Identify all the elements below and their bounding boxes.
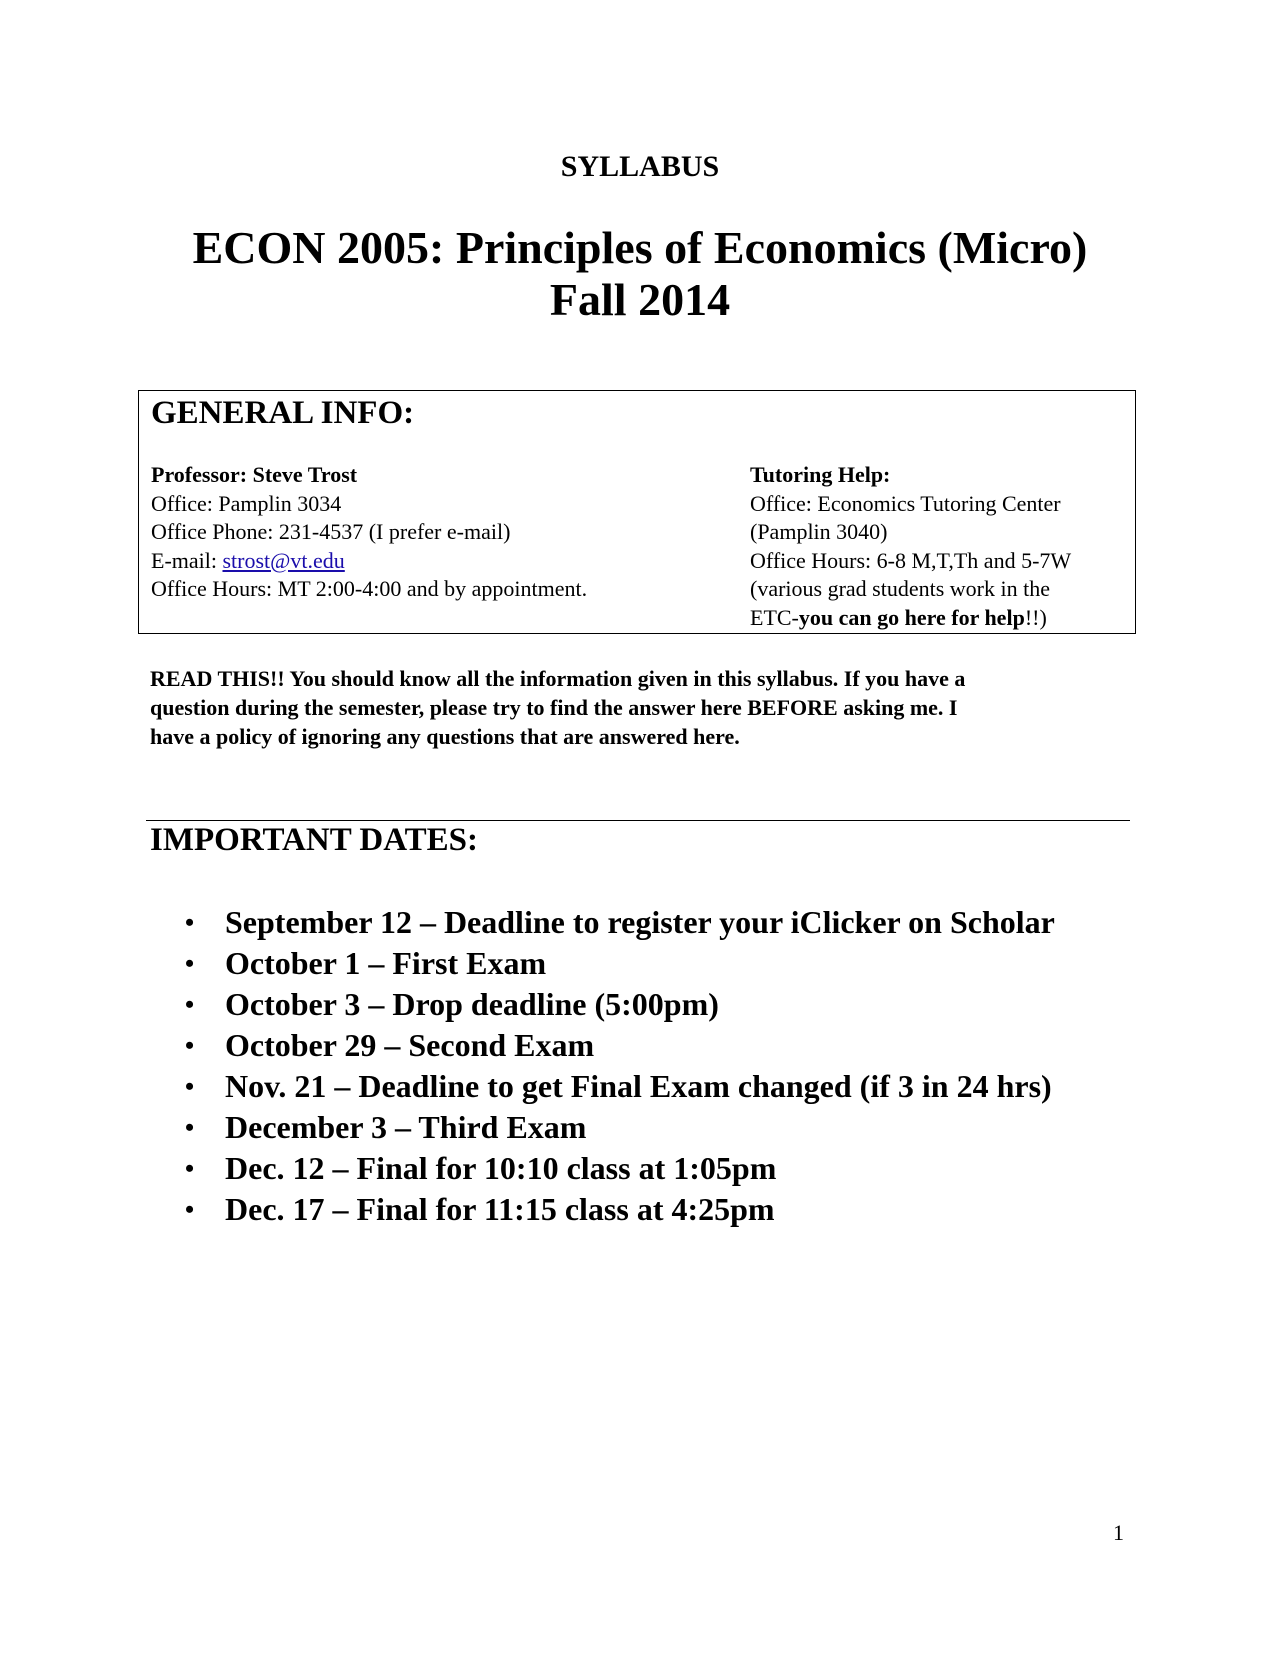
important-dates-list — [185, 902, 1055, 1230]
course-title: ECON 2005: Principles of Economics (Micro) — [192, 222, 1088, 273]
tutoring-note-line2 — [750, 604, 1071, 633]
tutoring-note-prefix: ETC- — [750, 604, 799, 630]
bullet-icon: • — [185, 1195, 195, 1224]
professor-name: Professor: Steve Trost — [151, 462, 358, 487]
list-item — [185, 1025, 1055, 1066]
tutoring-note-bold: you can go here for help — [798, 604, 1025, 630]
list-item — [185, 984, 1055, 1025]
list-item — [185, 1148, 1055, 1189]
date-text: October 3 – Drop deadline (5:00pm) — [225, 986, 719, 1022]
general-info-box — [138, 390, 1136, 634]
document-label: SYLLABUS — [560, 150, 720, 183]
email-link[interactable]: strost@vt.edu — [222, 547, 345, 573]
bullet-icon: • — [185, 908, 195, 937]
course-title-block — [0, 222, 1280, 326]
tutoring-heading: Tutoring Help: — [750, 462, 891, 487]
list-item — [185, 1189, 1055, 1230]
date-text: September 12 – Deadline to register your iClicker on Scholar — [225, 904, 1055, 940]
professor-info — [151, 461, 587, 604]
notice-line-1: READ THIS!! You should know all the information given in this syllabus. If you have a — [150, 666, 966, 691]
date-text: Nov. 21 – Deadline to get Final Exam changed (if 3 in 24 hrs) — [225, 1068, 1052, 1104]
professor-email-line — [151, 547, 587, 576]
tutoring-hours: Office Hours: 6-8 M,T,Th and 5-7W — [750, 547, 1072, 573]
date-text: December 3 – Third Exam — [225, 1109, 587, 1145]
page-number: 1 — [1113, 1520, 1124, 1545]
bullet-icon: • — [185, 990, 195, 1019]
bullet-icon: • — [185, 1113, 195, 1142]
email-label: E-mail: — [151, 547, 223, 573]
date-text: Dec. 17 – Final for 11:15 class at 4:25pm — [225, 1191, 775, 1227]
list-item — [185, 902, 1055, 943]
date-text: Dec. 12 – Final for 10:10 class at 1:05pm — [225, 1150, 777, 1186]
list-item — [185, 1066, 1055, 1107]
read-this-notice — [150, 664, 1110, 751]
section-divider — [146, 820, 1130, 821]
course-term: Fall 2014 — [549, 274, 731, 325]
notice-line-3: have a policy of ignoring any questions that are answered here. — [150, 724, 740, 749]
tutoring-info — [750, 461, 1071, 632]
bullet-icon: • — [185, 949, 195, 978]
professor-hours: Office Hours: MT 2:00-4:00 and by appointment. — [151, 576, 588, 601]
date-text: October 29 – Second Exam — [225, 1027, 595, 1063]
tutoring-office-line2: (Pamplin 3040) — [750, 519, 888, 544]
bullet-icon: • — [185, 1154, 195, 1183]
tutoring-office-line1: Office: Economics Tutoring Center — [750, 490, 1061, 516]
important-dates-heading: IMPORTANT DATES: — [150, 822, 478, 858]
professor-office: Office: Pamplin 3034 — [151, 490, 342, 516]
general-info-heading: GENERAL INFO: — [151, 395, 415, 431]
date-text: October 1 – First Exam — [225, 945, 547, 981]
tutoring-note-suffix: !!) — [1024, 604, 1047, 630]
professor-phone: Office Phone: 231-4537 (I prefer e-mail) — [151, 519, 511, 544]
bullet-icon: • — [185, 1031, 195, 1060]
list-item — [185, 1107, 1055, 1148]
notice-line-2: question during the semester, please try to find the answer here BEFORE asking me. I — [150, 695, 958, 720]
tutoring-note-line1: (various grad students work in the — [750, 576, 1050, 601]
bullet-icon: • — [185, 1072, 195, 1101]
list-item — [185, 943, 1055, 984]
